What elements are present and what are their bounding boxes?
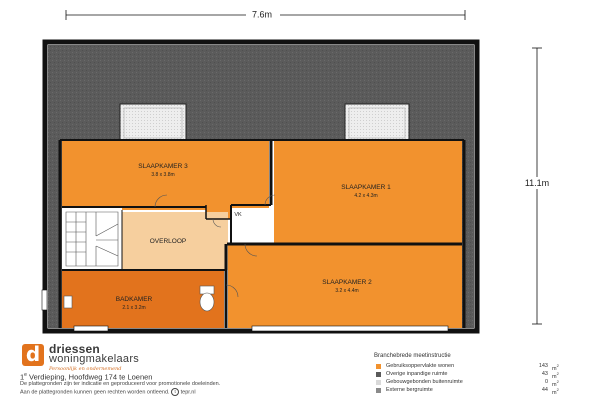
brand-block xyxy=(20,342,200,374)
legend-value: 43 xyxy=(541,371,548,377)
room-size-slaapkamer-2: 3.2 x 4.4m xyxy=(335,288,359,294)
room-size-slaapkamer-3: 3.8 x 3.8m xyxy=(151,172,175,178)
legend-title: Branchebrede meetinstructie xyxy=(374,353,451,359)
height-label: 11.1m xyxy=(524,178,550,188)
legend-unit xyxy=(552,387,559,396)
floor-ordinal: 1 xyxy=(20,372,25,382)
unit-text: m xyxy=(552,389,557,396)
height-dimension xyxy=(517,48,557,324)
unit-exp: 2 xyxy=(556,387,559,392)
legend-swatch xyxy=(376,372,381,377)
brand-name: driessen xyxy=(49,342,100,356)
room-name-slaapkamer-3: SLAAPKAMER 3 xyxy=(138,163,188,170)
legend-swatch xyxy=(376,364,381,369)
room-slaapkamer-2 xyxy=(228,244,462,328)
room-name-badkamer: BADKAMER xyxy=(115,296,153,303)
legend-label: Gebouwgebonden buitenruimte xyxy=(386,379,463,385)
legend-value: 143 xyxy=(538,363,548,369)
unit-exp: 2 xyxy=(556,363,559,368)
legend-label: Overige inpandige ruimte xyxy=(386,371,448,377)
legend-row-living xyxy=(374,363,574,371)
skylight-right xyxy=(345,104,409,142)
legend-row-other xyxy=(374,371,574,379)
room-name-slaapkamer-2: SLAAPKAMER 2 xyxy=(322,279,372,286)
room-name-slaapkamer-1: SLAAPKAMER 1 xyxy=(341,184,391,191)
room-name-overloop: OVERLOOP xyxy=(149,238,187,245)
logo-icon xyxy=(22,344,44,366)
unit-text: m xyxy=(552,373,557,380)
legend-row-storage xyxy=(374,387,574,395)
legend-value: 44 xyxy=(541,387,548,393)
unit-text: m xyxy=(552,365,557,372)
disclaimer-line-2 xyxy=(20,388,220,396)
circle-t-icon: t xyxy=(171,388,179,396)
logo-letter: d xyxy=(25,342,41,366)
staircase xyxy=(62,208,122,270)
disclaimer-line-2-text: Aan de plattegronden kunnen geen rechten worden ontleend. xyxy=(20,389,170,396)
legend xyxy=(374,353,584,397)
credit-text: tepr.nl xyxy=(180,389,196,396)
legend-swatch xyxy=(376,388,381,393)
width-label: 7.6m xyxy=(251,9,273,20)
floor-ordinal-suffix: e xyxy=(24,372,27,378)
unit-text: m xyxy=(552,381,557,388)
unit-exp: 2 xyxy=(556,371,559,376)
room-name-vk: VK xyxy=(234,212,242,218)
brand-sub: woningmakelaars xyxy=(49,353,140,365)
legend-value: 0 xyxy=(544,379,548,385)
legend-label: Externe bergruimte xyxy=(386,387,433,393)
room-slaapkamer-1 xyxy=(274,140,462,244)
width-dimension xyxy=(66,8,465,20)
legend-label: Gebruiksoppervlakte wonen xyxy=(386,363,455,369)
roof-area xyxy=(48,45,474,140)
toilet xyxy=(200,286,214,311)
room-size-slaapkamer-1: 4.2 x 4.3m xyxy=(354,193,378,199)
legend-swatch xyxy=(376,380,381,385)
unit-exp: 2 xyxy=(556,379,559,384)
room-size-badkamer: 2.1 x 3.2m xyxy=(122,305,146,311)
floor-title-text: Verdieping, Hoofdweg 174 te Loenen xyxy=(29,372,153,382)
disclaimer-line-1: De plattegronden zijn ter indicatie en geproduceerd voor promotionele doeleinden. xyxy=(20,381,221,387)
washbasin xyxy=(64,296,72,308)
disclaimer xyxy=(20,381,220,396)
skylight-left xyxy=(120,104,186,142)
brand-tagline: Persoonlijk en ondernemend xyxy=(49,366,122,372)
legend-row-outdoor xyxy=(374,379,574,387)
